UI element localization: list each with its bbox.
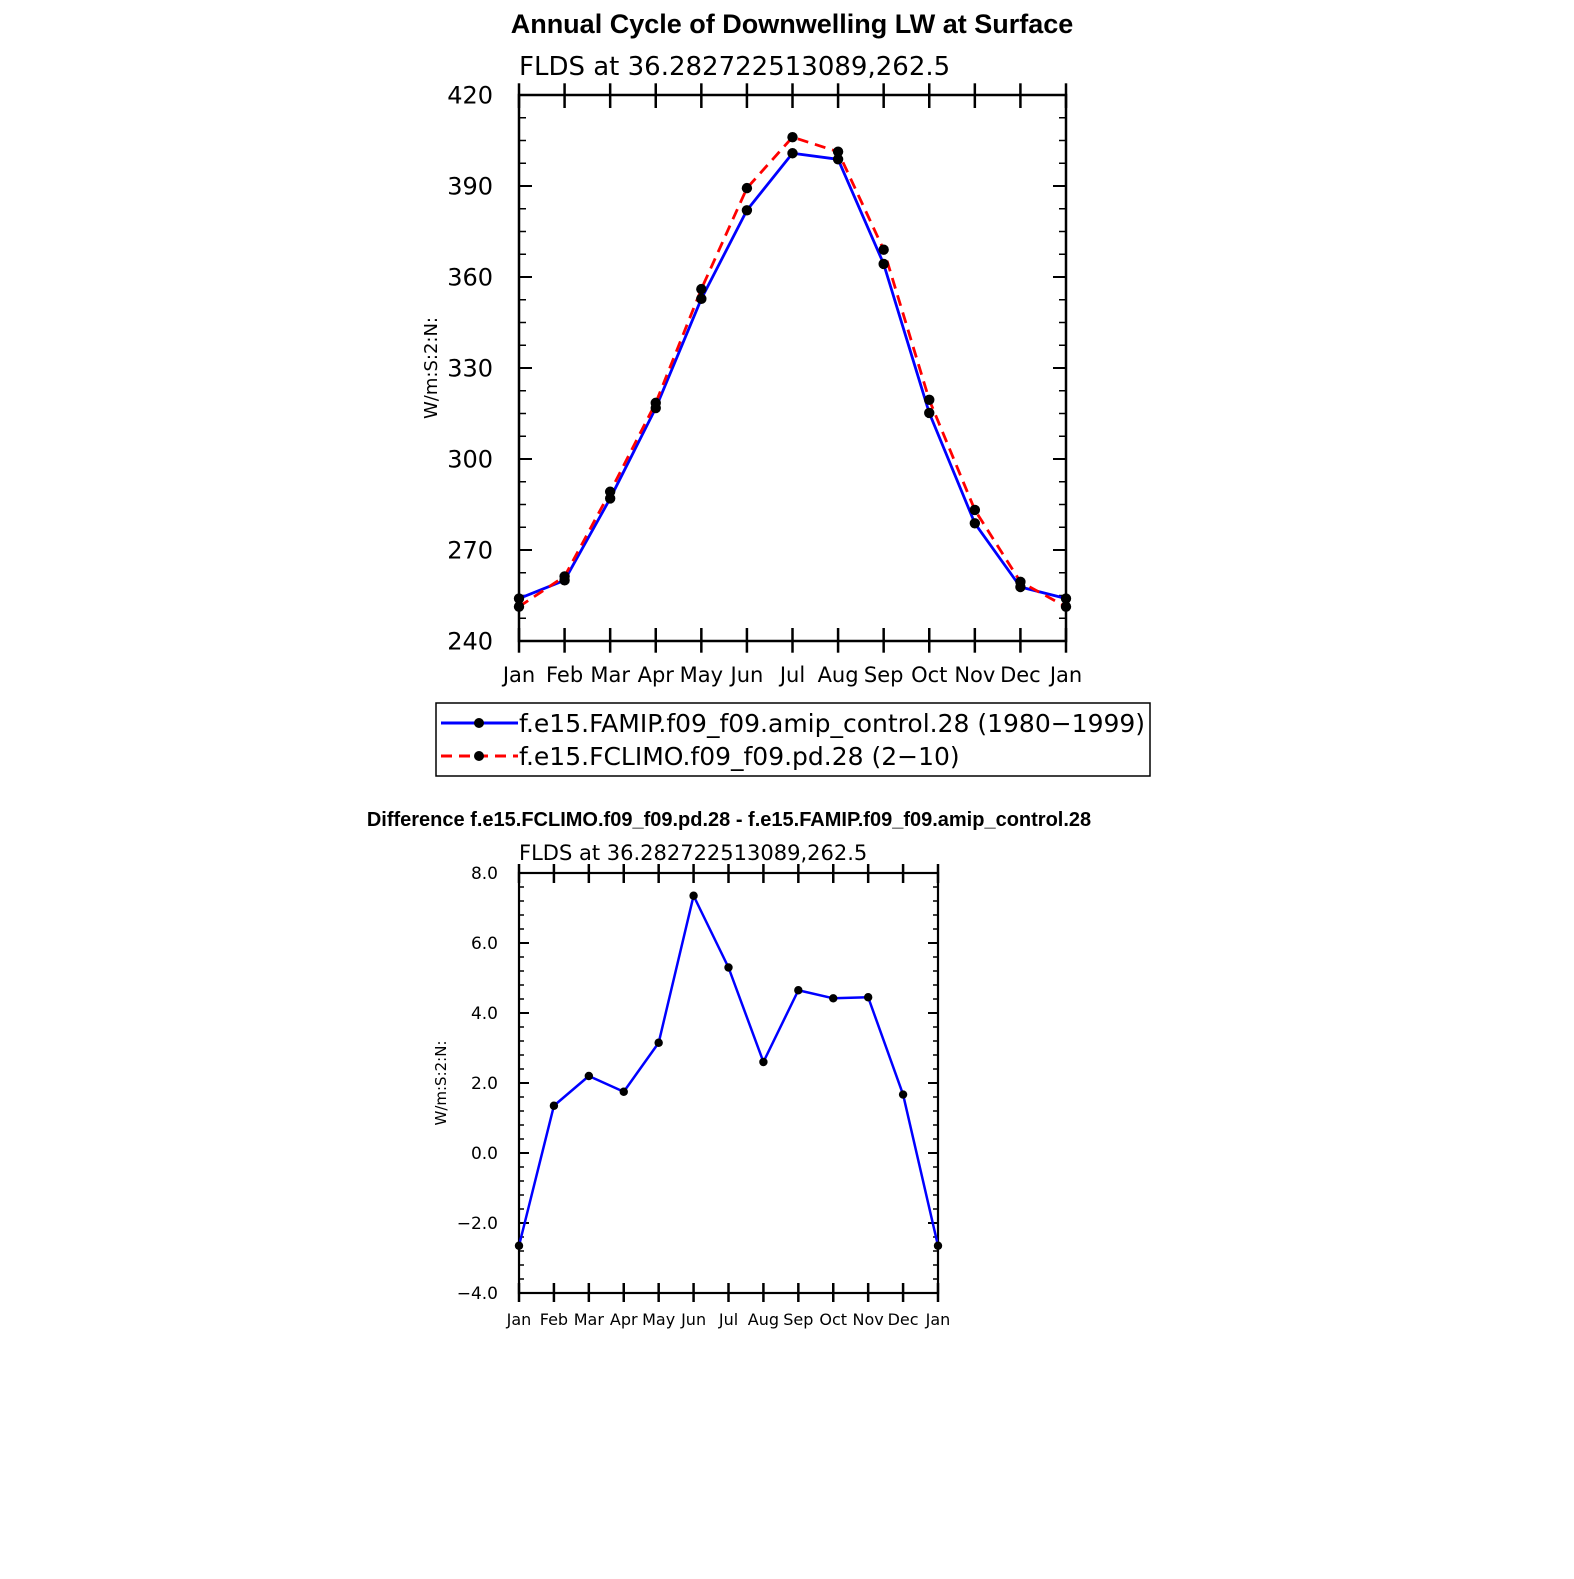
data-point — [696, 284, 706, 294]
data-point — [559, 571, 569, 581]
data-point — [651, 398, 661, 408]
x-tick-label: Feb — [545, 663, 584, 687]
y-tick-label: 6.0 — [470, 934, 498, 955]
legend-label-control: f.e15.FAMIP.f09_f09.amip_control.28 (1980−1999) — [519, 709, 1146, 738]
series-line-control — [519, 153, 1066, 598]
x-tick-label: Aug — [747, 1310, 780, 1329]
x-tick-label: Mar — [590, 663, 630, 687]
chart-title-difference: Difference f.e15.FCLIMO.f09_f09.pd.28 - f.e15.FAMIP.f09_f09.amip_control.28 — [366, 809, 1092, 831]
data-point — [794, 986, 802, 994]
y-tick-label: −4.0 — [456, 1284, 498, 1305]
x-tick-label: Jan — [925, 1310, 951, 1329]
x-tick-labels-difference — [506, 1310, 951, 1329]
data-point — [605, 487, 615, 497]
y-tick-label: 8.0 — [470, 864, 498, 885]
y-tick-label: 420 — [447, 81, 493, 110]
x-tick-label: Nov — [852, 1310, 884, 1329]
x-tick-label: Sep — [863, 663, 904, 687]
data-point — [787, 132, 797, 142]
data-point — [550, 1102, 558, 1110]
y-tick-label: 330 — [447, 354, 493, 383]
series-group-difference — [515, 892, 942, 1250]
x-tick-label: Apr — [609, 1310, 638, 1329]
x-tick-label: Mar — [573, 1310, 604, 1329]
y-tick-label: 4.0 — [470, 1004, 498, 1025]
difference-panel — [367, 809, 1091, 1329]
y-axis-label: W/m:S:2:N: — [421, 317, 442, 419]
data-point — [833, 147, 843, 157]
y-tick-label: 360 — [447, 263, 493, 292]
data-point — [864, 993, 872, 1001]
x-tick-label: Apr — [637, 663, 674, 687]
chart-subtitle: FLDS at 36.282722513089,262.5 — [519, 52, 951, 82]
series-line-control — [519, 896, 938, 1246]
data-point — [970, 505, 980, 515]
x-tick-label: Feb — [539, 1310, 569, 1329]
x-tick-label: Jul — [718, 1310, 739, 1329]
data-point — [878, 259, 888, 269]
x-tick-label: Aug — [817, 663, 859, 687]
legend-label-climo: f.e15.FCLIMO.f09_f09.pd.28 (2−10) — [519, 742, 960, 771]
chart-title: Annual Cycle of Downwelling LW at Surface — [510, 9, 1074, 39]
plot-frame — [519, 95, 1066, 641]
annual-cycle-panel — [421, 9, 1150, 776]
data-point — [970, 518, 980, 528]
data-point — [585, 1072, 593, 1080]
y-tick-label: 390 — [447, 172, 493, 201]
x-tick-label: Jan — [1049, 663, 1083, 687]
data-point — [620, 1088, 628, 1096]
x-tick-label: Dec — [1000, 663, 1041, 687]
data-point — [1015, 577, 1025, 587]
y-tick-labels-difference — [457, 864, 498, 1304]
x-tick-label: Sep — [783, 1310, 814, 1329]
x-tick-label: May — [642, 1310, 676, 1329]
data-point — [742, 205, 752, 215]
x-tick-label: Jan — [506, 1310, 532, 1329]
data-point — [654, 1039, 662, 1047]
data-point — [514, 602, 524, 612]
data-point — [696, 294, 706, 304]
x-tick-label: Oct — [819, 1310, 848, 1329]
y-tick-label: 240 — [447, 627, 493, 656]
x-tick-label: Dec — [887, 1310, 919, 1329]
data-point — [515, 1242, 523, 1250]
axis-ticks — [519, 83, 1066, 652]
chart-subtitle-difference: FLDS at 36.282722513089,262.5 — [519, 841, 868, 865]
y-tick-label: 300 — [447, 445, 493, 474]
data-point — [1061, 602, 1071, 612]
y-tick-label: 270 — [447, 536, 493, 565]
data-point — [724, 963, 732, 971]
legend-marker-climo — [474, 751, 484, 761]
x-tick-label: May — [679, 663, 724, 687]
data-point — [924, 395, 934, 405]
data-point — [787, 148, 797, 158]
x-tick-label: Nov — [954, 663, 996, 687]
y-axis-label-difference: W/m:S:2:N: — [432, 1040, 450, 1126]
series-group — [514, 132, 1071, 612]
data-point — [899, 1090, 907, 1098]
x-tick-label: Jul — [779, 663, 806, 687]
y-tick-labels — [447, 82, 493, 656]
legend-marker-control — [474, 718, 484, 728]
data-point — [924, 408, 934, 418]
x-tick-labels — [501, 663, 1082, 687]
data-point — [829, 994, 837, 1002]
x-tick-label: Oct — [911, 663, 948, 687]
x-tick-label: Jan — [502, 663, 536, 687]
data-point — [689, 892, 697, 900]
y-tick-label: −2.0 — [456, 1214, 498, 1235]
data-point — [759, 1058, 767, 1066]
x-tick-label: Jun — [681, 1310, 707, 1329]
x-tick-label: Jun — [730, 663, 764, 687]
plot-border — [519, 95, 1066, 641]
y-tick-label: 2.0 — [470, 1074, 498, 1095]
data-point — [934, 1242, 942, 1250]
legend — [436, 703, 1150, 776]
data-point — [742, 183, 752, 193]
data-point — [878, 245, 888, 255]
y-tick-label: 0.0 — [470, 1144, 498, 1165]
